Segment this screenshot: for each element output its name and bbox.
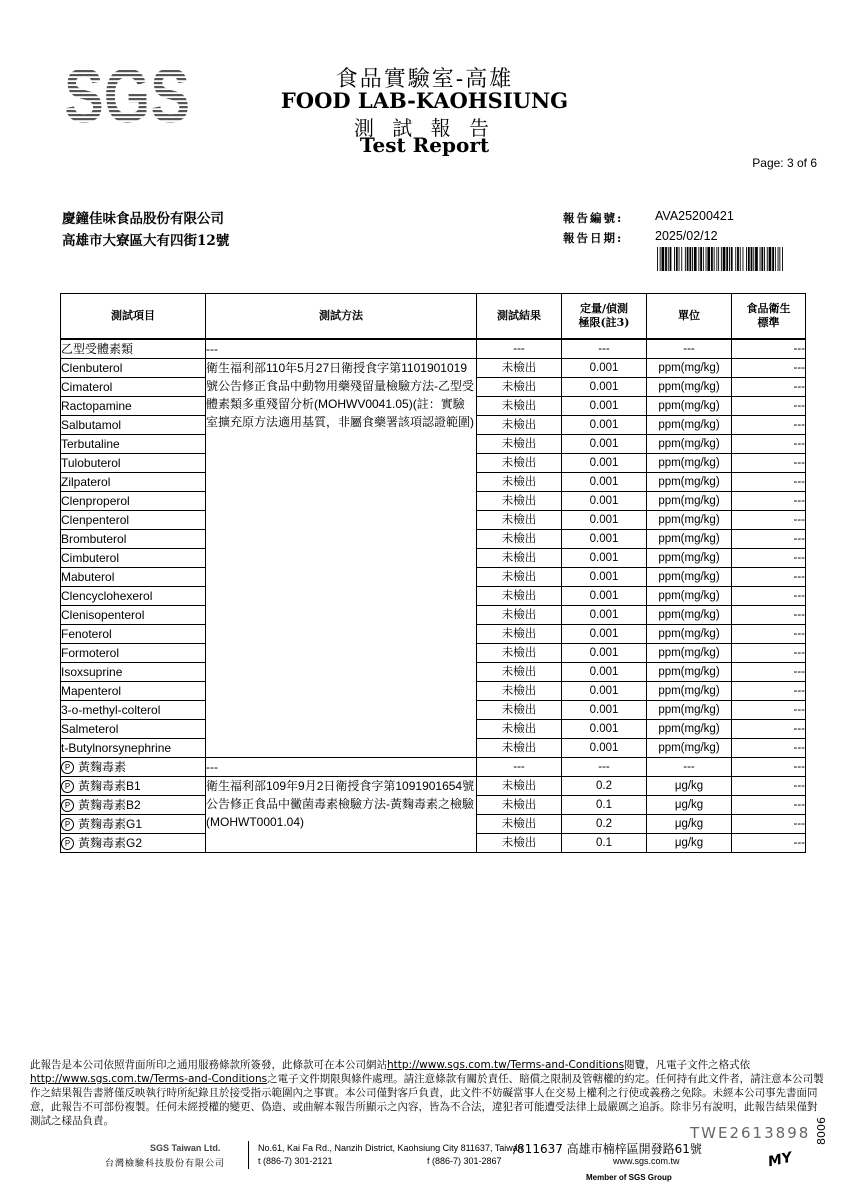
unit: ppm(mg/kg): [647, 701, 732, 720]
test-result: 未檢出: [477, 663, 562, 682]
table-row: [61, 777, 806, 796]
test-item: [61, 644, 206, 663]
test-item-name: Clenbuterol: [61, 361, 123, 375]
detection-limit: 0.001: [562, 606, 647, 625]
address-cn: /811637 高雄市楠梓區開發路61號: [513, 1142, 702, 1156]
signature: MY: [766, 1149, 794, 1171]
test-item-name: Ractopamine: [61, 399, 132, 413]
food-standard: ---: [732, 397, 806, 416]
test-item: [61, 568, 206, 587]
report-date: 2025/02/12: [655, 229, 718, 243]
report-date-label: 報告日期:: [563, 231, 624, 245]
test-result: 未檢出: [477, 416, 562, 435]
website: www.sgs.com.tw: [613, 1156, 680, 1166]
test-item: [61, 473, 206, 492]
unit: ppm(mg/kg): [647, 454, 732, 473]
test-item-name: 黃麴毒素G1: [78, 817, 143, 831]
disclaimer-text-3: 之電子文件期限與條件處理。請注意條款有關於責任、賠償之限制及管轄權的約定。任何持有此文件者，請注意本公司製作之結果報告書將僅反映執行時所紀錄且於接受指示範圍內之事實。本公司僅對客戶負責，此文件不妨礙當事人在交易上權利之行使或義務之免除。未經本公司事先書面同意，此報告不可部份複製。任何未經授權的變更、偽造、或曲解本報告所顯示之內容，皆為不合法，違犯者可能遭受法律上最嚴厲之追訴。除非另有說明，此報告結果僅對測試之樣品負責。: [30, 1073, 824, 1127]
unit: ppm(mg/kg): [647, 606, 732, 625]
test-item: [61, 454, 206, 473]
detection-limit: 0.001: [562, 454, 647, 473]
test-result: 未檢出: [477, 815, 562, 834]
test-result: 未檢出: [477, 834, 562, 853]
test-result: 未檢出: [477, 530, 562, 549]
group-unit: ---: [647, 339, 732, 359]
detection-limit: 0.001: [562, 663, 647, 682]
col-header-method: 測試方法: [206, 294, 477, 340]
results-table: [60, 293, 806, 853]
table-header-row: [61, 294, 806, 340]
test-result: 未檢出: [477, 492, 562, 511]
report-number-label: 報告編號:: [563, 211, 624, 225]
unit: μg/kg: [647, 777, 732, 796]
test-item-name: Isoxsuprine: [61, 665, 123, 679]
side-code: 8006: [815, 1117, 828, 1145]
test-result: 未檢出: [477, 796, 562, 815]
test-item: [61, 492, 206, 511]
col-header-limit: 定量/偵測 極限(註3): [562, 294, 647, 340]
group-result: ---: [477, 758, 562, 777]
p-mark-icon: P: [61, 818, 74, 831]
food-standard: ---: [732, 739, 806, 758]
detection-limit: 0.2: [562, 815, 647, 834]
detection-limit: 0.001: [562, 568, 647, 587]
unit: ppm(mg/kg): [647, 435, 732, 454]
food-standard: ---: [732, 625, 806, 644]
company-name-cn: 台灣檢驗科技股份有限公司: [105, 1158, 226, 1168]
report-title-en: Test Report: [359, 133, 490, 157]
group-result: ---: [477, 339, 562, 359]
test-result: 未檢出: [477, 511, 562, 530]
test-item: [61, 739, 206, 758]
test-item-name: Cimbuterol: [61, 551, 120, 565]
unit: ppm(mg/kg): [647, 587, 732, 606]
p-mark-icon: P: [61, 780, 74, 793]
test-item-name: t-Butylnorsynephrine: [61, 741, 172, 755]
group-name: 乙型受體素類: [61, 339, 206, 359]
disclaimer: [30, 1058, 825, 1128]
food-standard: ---: [732, 644, 806, 663]
disclaimer-text-1: 此報告是本公司依照背面所印之通用服務條款所簽發，此條款可在本公司網站: [30, 1059, 387, 1071]
footer-divider: [248, 1141, 249, 1169]
detection-limit: 0.001: [562, 492, 647, 511]
food-standard: ---: [732, 435, 806, 454]
food-standard: ---: [732, 492, 806, 511]
test-result: 未檢出: [477, 435, 562, 454]
test-item-name: 黃麴毒素B1: [78, 779, 141, 793]
test-item: [61, 758, 206, 777]
detection-limit: 0.1: [562, 834, 647, 853]
telephone: t (886-7) 301-2121: [258, 1156, 333, 1166]
test-item: [61, 663, 206, 682]
customer-address: 高雄市大寮區大有四街12號: [62, 233, 230, 249]
unit: μg/kg: [647, 796, 732, 815]
group-limit: ---: [562, 339, 647, 359]
test-result: 未檢出: [477, 720, 562, 739]
food-standard: ---: [732, 701, 806, 720]
test-item-name: Mabuterol: [61, 570, 115, 584]
test-item-name: 黃麴毒素B2: [78, 798, 141, 812]
member-text: Member of SGS Group: [586, 1173, 672, 1182]
unit: ppm(mg/kg): [647, 549, 732, 568]
test-item: [61, 682, 206, 701]
test-item: [61, 796, 206, 815]
col-header-item: 測試項目: [61, 294, 206, 340]
test-item-name: Salbutamol: [61, 418, 122, 432]
test-item-name: 黃麴毒素G2: [78, 836, 143, 850]
test-item: [61, 606, 206, 625]
p-mark-icon: P: [61, 761, 74, 774]
test-item: [61, 397, 206, 416]
food-standard: ---: [732, 454, 806, 473]
food-standard: ---: [732, 796, 806, 815]
food-standard: ---: [732, 720, 806, 739]
group-unit: ---: [647, 758, 732, 777]
food-standard: ---: [732, 682, 806, 701]
col-header-unit: 單位: [647, 294, 732, 340]
test-result: 未檢出: [477, 454, 562, 473]
unit: ppm(mg/kg): [647, 359, 732, 378]
test-item: [61, 530, 206, 549]
test-item: [61, 815, 206, 834]
detection-limit: 0.001: [562, 720, 647, 739]
detection-limit: 0.001: [562, 644, 647, 663]
test-item: [61, 720, 206, 739]
col-header-standard: 食品衛生 標準: [732, 294, 806, 340]
test-item-name: Cimaterol: [61, 380, 113, 394]
test-item-name: 黃麴毒素: [78, 760, 127, 774]
terms-link-1[interactable]: http://www.sgs.com.tw/Terms-and-Conditions: [387, 1059, 625, 1071]
food-standard: ---: [732, 530, 806, 549]
test-item: [61, 701, 206, 720]
unit: ppm(mg/kg): [647, 416, 732, 435]
unit: μg/kg: [647, 815, 732, 834]
test-item-name: Formoterol: [61, 646, 120, 660]
detection-limit: 0.001: [562, 473, 647, 492]
lab-title-en: FOOD LAB-KAOHSIUNG: [280, 88, 569, 113]
test-result: 未檢出: [477, 625, 562, 644]
food-standard: ---: [732, 606, 806, 625]
p-mark-icon: P: [61, 799, 74, 812]
food-standard: ---: [732, 378, 806, 397]
detection-limit: 0.001: [562, 397, 647, 416]
test-result: 未檢出: [477, 777, 562, 796]
test-method: 衛生福利部110年5月27日衛授食字第1101901019號公告修正食品中動物用藥殘留量檢驗方法-乙型受體素類多重殘留分析(MOHWV0041.05)(註：實驗室擴充原方法適用基質，非屬食藥署該項認證範圍): [206, 359, 477, 758]
document-number: TWE2613898: [690, 1124, 811, 1142]
detection-limit: 0.001: [562, 587, 647, 606]
test-item: [61, 359, 206, 378]
test-item-name: Zilpaterol: [61, 475, 111, 489]
food-standard: ---: [732, 568, 806, 587]
food-standard: ---: [732, 777, 806, 796]
test-result: 未檢出: [477, 549, 562, 568]
group-row-beta: [61, 339, 806, 359]
detection-limit: 0.001: [562, 416, 647, 435]
unit: ppm(mg/kg): [647, 473, 732, 492]
company-name-en: SGS Taiwan Ltd.: [150, 1143, 221, 1153]
detection-limit: 0.001: [562, 701, 647, 720]
test-result: 未檢出: [477, 568, 562, 587]
test-item: [61, 777, 206, 796]
unit: μg/kg: [647, 834, 732, 853]
p-mark-icon: P: [61, 837, 74, 850]
food-standard: ---: [732, 815, 806, 834]
unit: ppm(mg/kg): [647, 739, 732, 758]
food-standard: ---: [732, 663, 806, 682]
detection-limit: 0.001: [562, 682, 647, 701]
test-item-name: Fenoterol: [61, 627, 112, 641]
page-number: Page: 3 of 6: [752, 156, 817, 170]
test-result: 未檢出: [477, 644, 562, 663]
detection-limit: 0.001: [562, 739, 647, 758]
fax: f (886-7) 301-2867: [427, 1156, 502, 1166]
test-item: [61, 625, 206, 644]
col-header-result: 測試結果: [477, 294, 562, 340]
food-standard: ---: [732, 359, 806, 378]
detection-limit: 0.001: [562, 435, 647, 454]
group-row-aflatoxin: [61, 758, 806, 777]
unit: ppm(mg/kg): [647, 378, 732, 397]
svg-text:SGS: SGS: [64, 54, 190, 139]
test-item-name: Clenproperol: [61, 494, 130, 508]
test-item: [61, 435, 206, 454]
test-item: [61, 378, 206, 397]
barcode: [657, 247, 785, 271]
unit: ppm(mg/kg): [647, 625, 732, 644]
unit: ppm(mg/kg): [647, 720, 732, 739]
test-item: [61, 834, 206, 853]
unit: ppm(mg/kg): [647, 682, 732, 701]
test-result: 未檢出: [477, 397, 562, 416]
test-item-name: 3-o-methyl-colterol: [61, 703, 161, 717]
lab-title-cn: 食品實驗室-高雄: [335, 67, 514, 92]
test-result: 未檢出: [477, 682, 562, 701]
unit: ppm(mg/kg): [647, 492, 732, 511]
terms-link-2[interactable]: http://www.sgs.com.tw/Terms-and-Conditions: [30, 1073, 268, 1085]
customer-name: 慶鐘佳味食品股份有限公司: [62, 211, 224, 227]
unit: ppm(mg/kg): [647, 397, 732, 416]
food-standard: ---: [732, 587, 806, 606]
test-method: 衛生福利部109年9月2日衛授食字第1091901654號公告修正食品中黴菌毒素檢驗方法-黃麴毒素之檢驗(MOHWT0001.04): [206, 777, 477, 853]
test-item: [61, 587, 206, 606]
detection-limit: 0.001: [562, 625, 647, 644]
unit: ppm(mg/kg): [647, 644, 732, 663]
group-limit: ---: [562, 758, 647, 777]
table-row: [61, 359, 806, 378]
report-number: AVA25200421: [655, 209, 734, 223]
group-standard: ---: [732, 758, 806, 777]
unit: ppm(mg/kg): [647, 511, 732, 530]
test-item-name: Tulobuterol: [61, 456, 121, 470]
food-standard: ---: [732, 834, 806, 853]
disclaimer-text-2: 閱覽，凡電子文件之格式依: [624, 1059, 751, 1071]
test-item-name: Brombuterol: [61, 532, 127, 546]
report-title-cn: 測 試 報 告: [353, 116, 496, 140]
address-en: No.61, Kai Fa Rd., Nanzih District, Kaohsiung City 811637, Taiwan: [258, 1143, 523, 1153]
group-method: ---: [206, 339, 477, 359]
test-result: 未檢出: [477, 359, 562, 378]
test-item: [61, 549, 206, 568]
test-result: 未檢出: [477, 587, 562, 606]
test-item-name: Terbutaline: [61, 437, 120, 451]
detection-limit: 0.001: [562, 378, 647, 397]
test-item: [61, 511, 206, 530]
detection-limit: 0.2: [562, 777, 647, 796]
detection-limit: 0.1: [562, 796, 647, 815]
food-standard: ---: [732, 549, 806, 568]
test-result: 未檢出: [477, 739, 562, 758]
group-method: ---: [206, 758, 477, 777]
detection-limit: 0.001: [562, 511, 647, 530]
unit: ppm(mg/kg): [647, 568, 732, 587]
test-item: [61, 416, 206, 435]
unit: ppm(mg/kg): [647, 530, 732, 549]
food-standard: ---: [732, 416, 806, 435]
food-standard: ---: [732, 473, 806, 492]
test-item-name: Clenpenterol: [61, 513, 130, 527]
test-result: 未檢出: [477, 473, 562, 492]
test-item-name: Salmeterol: [61, 722, 119, 736]
detection-limit: 0.001: [562, 359, 647, 378]
test-result: 未檢出: [477, 606, 562, 625]
test-result: 未檢出: [477, 701, 562, 720]
test-result: 未檢出: [477, 378, 562, 397]
detection-limit: 0.001: [562, 530, 647, 549]
detection-limit: 0.001: [562, 549, 647, 568]
group-standard: ---: [732, 339, 806, 359]
test-item-name: Mapenterol: [61, 684, 122, 698]
food-standard: ---: [732, 511, 806, 530]
test-item-name: Clencyclohexerol: [61, 589, 153, 603]
test-item-name: Clenisopenterol: [61, 608, 145, 622]
unit: ppm(mg/kg): [647, 663, 732, 682]
